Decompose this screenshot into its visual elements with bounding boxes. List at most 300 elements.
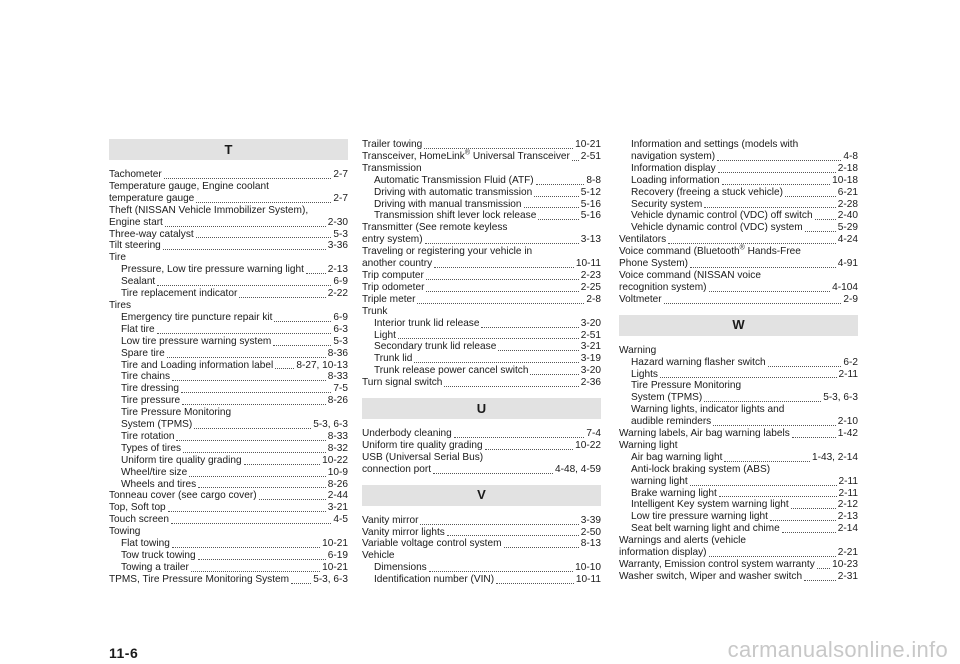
page-reference[interactable]: 2-7: [333, 169, 348, 180]
index-entry: [109, 181, 348, 193]
dot-leader: [815, 219, 836, 220]
entry-text: [631, 199, 702, 211]
index-entry[interactable]: [362, 270, 601, 282]
entry-text: [121, 360, 273, 372]
entry-label: Warning labels, Air bag warning labels: [619, 428, 790, 440]
page-reference[interactable]: 2-44: [327, 490, 348, 502]
entry-text: [631, 511, 768, 523]
index-subentry[interactable]: [109, 324, 348, 336]
index-entry[interactable]: [109, 169, 348, 181]
page-reference[interactable]: 10-21: [322, 561, 348, 573]
page-reference[interactable]: 10-18: [832, 174, 858, 186]
page-reference[interactable]: 3-19: [580, 353, 601, 365]
entry-text: [109, 193, 194, 205]
page-reference[interactable]: 5-3: [333, 335, 348, 347]
entry-label: Identification number (VIN): [374, 574, 495, 586]
entry-label: Touch screen: [109, 514, 170, 526]
page-reference[interactable]: 2-36: [580, 377, 601, 389]
page-reference[interactable]: 2-10: [837, 416, 858, 428]
page-reference[interactable]: 2-21: [837, 547, 858, 559]
entry-text: [362, 377, 442, 389]
dot-leader: [420, 524, 578, 525]
entry-label: Interior trunk lid release: [374, 317, 480, 329]
dot-leader: [172, 547, 320, 548]
dot-leader: [426, 279, 579, 280]
entry-label: entry system): [362, 234, 423, 246]
page-reference[interactable]: 5-12: [580, 186, 601, 198]
index-entry: [109, 300, 348, 312]
dot-leader: [718, 172, 836, 173]
index-entry[interactable]: [619, 547, 858, 559]
page-reference[interactable]: 8-13: [580, 538, 601, 550]
index-subentry[interactable]: [109, 336, 348, 348]
page-reference[interactable]: 2-51: [580, 329, 601, 341]
index-entry[interactable]: [619, 571, 858, 583]
entry-label: Top, Soft top: [109, 502, 166, 514]
index-subentry[interactable]: [362, 199, 601, 211]
entry-label: System (TPMS): [631, 392, 703, 404]
page-reference[interactable]: 6-21: [837, 186, 858, 198]
entry-text: [362, 270, 424, 282]
dot-leader: [425, 243, 579, 244]
index-entry: [109, 252, 348, 264]
entry-text: [121, 455, 242, 467]
index-subentry[interactable]: [362, 341, 601, 353]
entry-label: Pressure, Low tire pressure warning light: [121, 264, 304, 276]
entry-label: System (TPMS): [121, 419, 193, 431]
entry-label: Hazard warning flasher switch: [631, 356, 766, 368]
page-reference[interactable]: 3-21: [327, 502, 348, 514]
dot-leader: [690, 267, 836, 268]
page-reference[interactable]: 6-9: [333, 276, 348, 288]
entry-text: [121, 312, 272, 324]
page-reference[interactable]: 7-5: [333, 383, 348, 395]
dot-leader: [770, 520, 836, 521]
entry-text: [631, 416, 711, 428]
dot-leader: [664, 303, 842, 304]
entry-text: [109, 169, 162, 181]
index-entry[interactable]: [362, 538, 601, 550]
entry-label: Security system: [631, 198, 703, 210]
dot-leader: [273, 345, 331, 346]
page-reference[interactable]: 2-8: [586, 293, 601, 305]
index-entry[interactable]: [109, 514, 348, 526]
page-reference[interactable]: 10-23: [832, 559, 858, 570]
entry-label: Vanity mirror: [362, 514, 419, 526]
page-reference[interactable]: 4-104: [832, 281, 858, 293]
dot-leader: [167, 357, 326, 358]
page-reference[interactable]: 2-13: [837, 511, 858, 523]
page-reference[interactable]: 4-5: [333, 514, 348, 526]
page-reference[interactable]: 8-26: [327, 395, 348, 407]
index-entry[interactable]: [362, 294, 601, 306]
page-reference[interactable]: 2-22: [327, 288, 348, 300]
page-reference[interactable]: 2-30: [327, 216, 348, 228]
page-number: 11-6: [109, 645, 139, 661]
dot-leader: [433, 473, 553, 474]
entry-text: [631, 357, 766, 369]
page-reference[interactable]: 8-33: [327, 371, 348, 383]
entry-label: Low tire pressure warning light: [631, 511, 768, 523]
dot-leader: [196, 202, 331, 203]
index-subentry[interactable]: [619, 222, 858, 234]
index-entry[interactable]: [619, 559, 858, 571]
entry-label: information display): [619, 547, 707, 559]
page-reference[interactable]: 8-8: [586, 174, 601, 186]
index-entry[interactable]: [109, 240, 348, 252]
index-entry[interactable]: [619, 234, 858, 246]
index-subentry[interactable]: [619, 357, 858, 369]
index-subentry[interactable]: [362, 574, 601, 586]
entry-text: [374, 187, 532, 199]
page-reference[interactable]: 2-18: [837, 162, 858, 174]
entry-text: Towing: [109, 526, 141, 538]
entry-text: [619, 559, 815, 571]
index-subentry[interactable]: [109, 312, 348, 324]
index-subentry[interactable]: [109, 479, 348, 491]
page-reference[interactable]: 2-31: [837, 570, 858, 582]
entry-label: Air bag warning light: [631, 451, 723, 463]
index-subentry[interactable]: [109, 348, 348, 360]
dot-leader: [572, 160, 579, 161]
entry-text: [631, 187, 783, 199]
entry-text: [631, 523, 780, 535]
entry-label: Tachometer: [109, 169, 162, 180]
entry-label: Spare tire: [121, 347, 165, 359]
page-reference[interactable]: 2-11: [838, 487, 858, 499]
page-reference[interactable]: 2-9: [843, 293, 858, 305]
index-subentry[interactable]: [362, 562, 601, 574]
page-reference[interactable]: 10-21: [322, 538, 348, 550]
entry-text: [619, 258, 688, 270]
entry-label: Low tire pressure warning system: [121, 335, 272, 347]
index-subentry[interactable]: [619, 488, 858, 500]
index-subentry[interactable]: [619, 416, 858, 428]
index-subentry[interactable]: [362, 365, 601, 377]
page-reference[interactable]: 4-24: [837, 234, 858, 246]
index-subentry[interactable]: [362, 210, 601, 222]
entry-text: [631, 369, 658, 381]
page-reference[interactable]: 1-42: [837, 428, 858, 440]
page-reference[interactable]: 5-3, 6-3: [313, 419, 348, 431]
page-reference[interactable]: 2-51: [580, 150, 601, 162]
entry-label: Ventilators: [619, 234, 667, 246]
entry-text: [362, 294, 415, 306]
index-entry[interactable]: [619, 258, 858, 270]
dot-leader: [792, 437, 836, 438]
index-subentry[interactable]: [619, 476, 858, 488]
page-reference[interactable]: 2-40: [837, 210, 858, 222]
page-reference[interactable]: 8-26: [327, 478, 348, 490]
page-reference[interactable]: 5-3, 6-3: [823, 392, 858, 404]
page-reference[interactable]: 8-32: [327, 442, 348, 454]
page-reference[interactable]: 10-22: [322, 454, 348, 466]
entry-text: [362, 440, 483, 452]
entry-text: [631, 151, 715, 163]
index-subentry[interactable]: [109, 360, 348, 372]
index-subentry[interactable]: [109, 455, 348, 467]
entry-text: [374, 574, 494, 586]
entry-label: connection port: [362, 463, 432, 475]
entry-label: Sealant: [121, 276, 156, 288]
entry-label: Uniform tire quality grading: [362, 439, 483, 451]
dot-leader: [434, 267, 574, 268]
page-reference[interactable]: 6-3: [333, 323, 348, 335]
entry-text: [619, 234, 666, 246]
page-reference[interactable]: 3-13: [580, 234, 601, 246]
index-entry[interactable]: [362, 527, 601, 539]
index-subentry[interactable]: [362, 353, 601, 365]
entry-label: temperature gauge: [109, 192, 195, 204]
index-entry[interactable]: [109, 502, 348, 514]
page-reference[interactable]: 10-11: [575, 574, 601, 586]
entry-label: Vehicle dynamic control (VDC) system: [631, 222, 803, 234]
entry-text: Tire: [109, 252, 127, 264]
index-entry[interactable]: [362, 282, 601, 294]
entry-text: [619, 571, 802, 583]
dot-leader: [274, 321, 331, 322]
index-subentry[interactable]: [619, 210, 858, 222]
page-reference[interactable]: 2-11: [838, 475, 858, 487]
index-subentry[interactable]: [109, 264, 348, 276]
page-reference[interactable]: 3-20: [580, 365, 601, 377]
entry-text: [121, 419, 192, 431]
index-subentry[interactable]: [619, 175, 858, 187]
page-reference[interactable]: 5-29: [837, 222, 858, 234]
page-reference[interactable]: 1-43, 2-14: [811, 451, 858, 463]
page-reference[interactable]: 5-16: [580, 210, 601, 222]
entry-text: Theft (NISSAN Vehicle Immobilizer System),: [109, 204, 309, 216]
index-subentry[interactable]: [109, 383, 348, 395]
entry-text: [374, 562, 427, 574]
page-reference[interactable]: 8-33: [327, 430, 348, 442]
dot-leader: [709, 556, 836, 557]
index-subentry[interactable]: [109, 538, 348, 550]
entry-text: [362, 428, 452, 440]
index-entry[interactable]: [619, 428, 858, 440]
dot-leader: [189, 476, 326, 477]
entry-label: Driving with automatic transmission: [374, 186, 533, 198]
entry-label: recognition system): [619, 281, 707, 293]
index-entry[interactable]: [109, 229, 348, 241]
index-entry: [362, 550, 601, 562]
entry-label: Trunk lid: [374, 353, 413, 365]
index-subentry: [619, 380, 858, 392]
page-reference[interactable]: 2-7: [333, 192, 348, 204]
index-entry[interactable]: [362, 515, 601, 527]
index-entry[interactable]: [109, 574, 348, 586]
entry-text: [121, 479, 196, 491]
index-subentry[interactable]: [362, 318, 601, 330]
page-reference[interactable]: 6-19: [327, 550, 348, 561]
index-entry[interactable]: [362, 258, 601, 270]
index-entry[interactable]: [362, 377, 601, 389]
entry-label: Vanity mirror lights: [362, 526, 445, 538]
index-entry[interactable]: [362, 428, 601, 440]
entry-label: Tire pressure: [121, 395, 181, 407]
index-subentry[interactable]: [619, 392, 858, 404]
entry-label: Automatic Transmission Fluid (ATF): [374, 174, 534, 186]
page-reference[interactable]: 2-14: [837, 523, 858, 535]
entry-text: [109, 502, 166, 514]
index-entry[interactable]: [619, 294, 858, 306]
index-subentry[interactable]: [619, 511, 858, 523]
dot-leader: [426, 291, 578, 292]
entry-label: Vehicle dynamic control (VDC) off switch: [631, 210, 813, 222]
entry-label: Tire dressing: [121, 383, 179, 395]
entry-label: Trip odometer: [362, 281, 425, 293]
entry-text: [362, 515, 418, 527]
index-subentry[interactable]: [619, 187, 858, 199]
page-reference[interactable]: 2-25: [580, 281, 601, 293]
index-subentry[interactable]: [109, 562, 348, 574]
entry-text: [121, 288, 237, 300]
page-reference[interactable]: 2-50: [580, 526, 601, 538]
index-entry: [619, 345, 858, 357]
index-subentry[interactable]: [362, 187, 601, 199]
entry-text: Tire Pressure Monitoring: [121, 407, 232, 419]
entry-text: [631, 222, 803, 234]
dot-leader: [704, 401, 821, 402]
page-reference[interactable]: 4-91: [837, 258, 858, 270]
entry-text: Voice command (Bluetooth: [619, 246, 740, 258]
index-subentry[interactable]: [109, 288, 348, 300]
page-reference[interactable]: 10-22: [575, 439, 601, 451]
page-reference[interactable]: 2-23: [580, 269, 601, 281]
dot-leader: [171, 523, 331, 524]
section-header: W: [619, 315, 858, 336]
entry-text: [631, 452, 722, 464]
dot-leader: [168, 511, 326, 512]
index-entry[interactable]: [362, 151, 601, 163]
index-subentry[interactable]: [619, 369, 858, 381]
index-subentry[interactable]: [109, 371, 348, 383]
section-header: T: [109, 139, 348, 160]
entry-text: [121, 395, 180, 407]
index-entry[interactable]: [109, 217, 348, 229]
page-reference[interactable]: 10-11: [575, 258, 601, 270]
dot-leader: [481, 327, 578, 328]
entry-label: Washer switch, Wiper and washer switch: [619, 570, 803, 582]
index-entry[interactable]: [619, 282, 858, 294]
entry-text: Warnings and alerts (vehicle: [619, 535, 746, 547]
page-reference[interactable]: 2-12: [837, 499, 858, 511]
page-reference[interactable]: 2-11: [838, 368, 858, 380]
page-reference[interactable]: 8-27, 10-13: [296, 359, 348, 371]
index-subentry[interactable]: [619, 199, 858, 211]
entry-text: [374, 318, 479, 330]
page-reference[interactable]: 10-9: [327, 466, 348, 478]
page-reference[interactable]: 10-10: [575, 562, 601, 574]
entry-text: [121, 336, 271, 348]
entry-text: [374, 330, 396, 342]
entry-text: [109, 514, 169, 526]
index-subentry[interactable]: [109, 550, 348, 562]
index-subentry[interactable]: [362, 175, 601, 187]
entry-label: Towing a trailer: [121, 561, 189, 573]
dot-leader: [183, 452, 326, 453]
page-reference[interactable]: 2-13: [327, 264, 348, 276]
page-reference[interactable]: 2-28: [837, 198, 858, 210]
page-reference[interactable]: 5-16: [580, 198, 601, 210]
entry-text: [362, 139, 422, 151]
dot-leader: [668, 243, 836, 244]
page-reference[interactable]: 3-20: [580, 317, 601, 329]
page-reference[interactable]: 5-3, 6-3: [313, 573, 348, 585]
index-entry[interactable]: [362, 139, 601, 151]
entry-label: Turn signal switch: [362, 377, 443, 389]
entry-text: [362, 151, 570, 163]
entry-text: [631, 175, 720, 187]
page-reference[interactable]: 5-3: [333, 228, 348, 240]
dot-leader: [196, 237, 332, 238]
dot-leader: [690, 485, 837, 486]
dot-leader: [785, 196, 836, 197]
entry-label: Triple meter: [362, 293, 416, 305]
page-reference[interactable]: 7-4: [586, 428, 601, 440]
page-reference[interactable]: 3-39: [580, 514, 601, 526]
index-subentry[interactable]: [619, 163, 858, 175]
index-subentry[interactable]: [109, 395, 348, 407]
page-reference[interactable]: 4-8: [843, 150, 858, 162]
entry-text: Transmission: [362, 162, 422, 174]
entry-text: [121, 348, 165, 360]
page-reference[interactable]: 10-21: [575, 139, 601, 150]
entry-label: Tow truck towing: [121, 550, 196, 561]
index-subentry[interactable]: [109, 467, 348, 479]
index-entry[interactable]: [109, 490, 348, 502]
entry-text: [109, 574, 289, 586]
index-subentry[interactable]: [109, 443, 348, 455]
page-reference[interactable]: 3-36: [327, 240, 348, 252]
entry-label: Secondary trunk lid release: [374, 341, 497, 353]
dot-leader: [164, 178, 332, 179]
index-subentry[interactable]: [619, 523, 858, 535]
index-subentry[interactable]: [362, 330, 601, 342]
index-entry[interactable]: [362, 440, 601, 452]
page-reference[interactable]: 6-2: [843, 356, 858, 368]
entry-text: [121, 264, 304, 276]
entry-text: [109, 217, 163, 229]
entry-text: [631, 499, 789, 511]
page-reference[interactable]: 3-21: [580, 341, 601, 353]
index-subentry[interactable]: [619, 499, 858, 511]
page-reference[interactable]: 6-9: [333, 311, 348, 323]
page-reference[interactable]: 8-36: [327, 347, 348, 359]
entry-label: Tire replacement indicator: [121, 288, 238, 300]
index-subentry[interactable]: [619, 151, 858, 163]
dot-leader: [709, 291, 831, 292]
entry-text: [374, 199, 522, 211]
index-entry[interactable]: [109, 193, 348, 205]
page-reference[interactable]: 4-48, 4-59: [554, 463, 601, 475]
entry-label: Trip computer: [362, 269, 424, 281]
entry-text: [121, 443, 181, 455]
index-subentry[interactable]: [619, 452, 858, 464]
index-subentry[interactable]: [109, 276, 348, 288]
dot-leader: [524, 207, 579, 208]
index-entry[interactable]: [362, 234, 601, 246]
dot-leader: [534, 196, 579, 197]
dot-leader: [259, 499, 326, 500]
dot-leader: [444, 386, 578, 387]
index-subentry[interactable]: [109, 431, 348, 443]
dot-leader: [306, 273, 326, 274]
entry-label: audible reminders: [631, 416, 712, 428]
entry-text: Information and settings (models with: [631, 139, 799, 150]
index-entry[interactable]: [362, 464, 601, 476]
index-subentry[interactable]: [109, 419, 348, 431]
